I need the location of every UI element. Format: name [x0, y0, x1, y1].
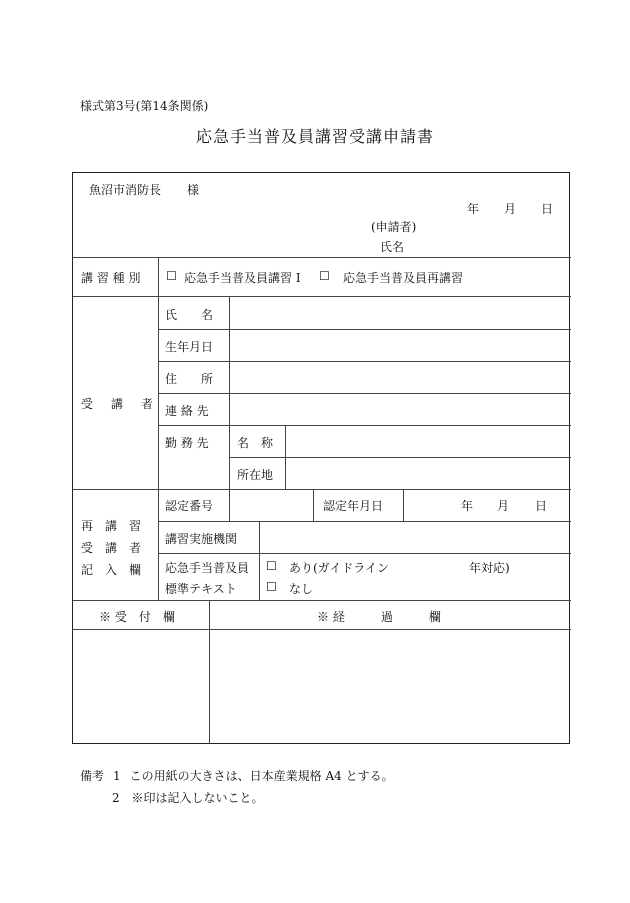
form-title: 応急手当普及員講習受講申請書 — [195, 127, 434, 146]
cert-number-label: 認定番号 — [165, 499, 214, 513]
textbook-yes-label: あり(ガイドライン — [289, 561, 389, 575]
textbook-label-2: 標準テキスト — [165, 582, 237, 596]
work-location-label: 所在地 — [237, 468, 274, 482]
retraining-label-1: 再 講 習 — [81, 519, 142, 533]
textbook-label-1: 応急手当普及員 — [165, 561, 250, 575]
course-option1-checkbox[interactable]: ☐ — [166, 269, 177, 283]
note-1-text: この用紙の大きさは、日本産業規格 A4 とする。 — [129, 769, 394, 783]
application-table — [72, 172, 570, 744]
notes-prefix: 備考 — [80, 769, 105, 783]
retraining-label-2: 受 講 者 — [81, 541, 142, 555]
form-number: 様式第3号(第14条関係) — [80, 99, 209, 113]
work-name-label: 名 称 — [237, 436, 274, 450]
addressee-honorific: 様 — [187, 183, 200, 197]
applicant-name-label: 氏名 — [380, 240, 405, 254]
trainee-name-label: 氏 名 — [165, 308, 214, 322]
reception-field[interactable] — [73, 630, 208, 744]
applicant-label: (申請者) — [371, 220, 417, 234]
date-day-label: 日 — [541, 202, 554, 216]
cert-date-label: 認定年月日 — [323, 499, 384, 513]
trainee-label-1: 受 — [81, 397, 94, 411]
textbook-yes-checkbox[interactable]: ☐ — [266, 559, 277, 573]
trainee-address-label: 住 所 — [165, 372, 214, 386]
cert-month-label: 月 — [497, 499, 510, 513]
trainee-label-2: 講 — [111, 397, 124, 411]
cert-day-label: 日 — [535, 499, 548, 513]
retraining-label-3: 記 入 欄 — [81, 563, 142, 577]
trainee-work-label: 勤 務 先 — [165, 436, 209, 450]
trainee-birth-label: 生年月日 — [165, 340, 214, 354]
progress-column-header: ※ 経 過 欄 — [317, 610, 441, 624]
trainee-label-3: 者 — [141, 397, 154, 411]
trainee-contact-label: 連 絡 先 — [165, 404, 209, 418]
course-type-label: 講 習 種 別 — [81, 271, 141, 285]
course-option2-checkbox[interactable]: ☐ — [319, 269, 330, 283]
date-month-label: 月 — [504, 202, 517, 216]
course-option1-label: 応急手当普及員講習 I — [184, 271, 301, 285]
note-1-number: 1 — [113, 769, 121, 783]
course-option2-label: 応急手当普及員再講習 — [343, 271, 464, 285]
note-2-number: 2 — [112, 791, 120, 805]
addressee-to: 魚沼市消防長 — [89, 183, 162, 197]
institution-label: 講習実施機関 — [165, 532, 238, 546]
textbook-no-checkbox[interactable]: ☐ — [266, 580, 277, 594]
reception-column-header: ※ 受 付 欄 — [99, 610, 175, 624]
textbook-no-label: なし — [289, 582, 314, 596]
progress-field[interactable] — [210, 630, 570, 744]
date-year-label: 年 — [467, 202, 480, 216]
note-2-text: ※印は記入しないこと。 — [131, 791, 264, 805]
notes — [80, 765, 394, 809]
cert-year-label: 年 — [461, 499, 474, 513]
textbook-yes-tail: 年対応) — [469, 561, 510, 575]
